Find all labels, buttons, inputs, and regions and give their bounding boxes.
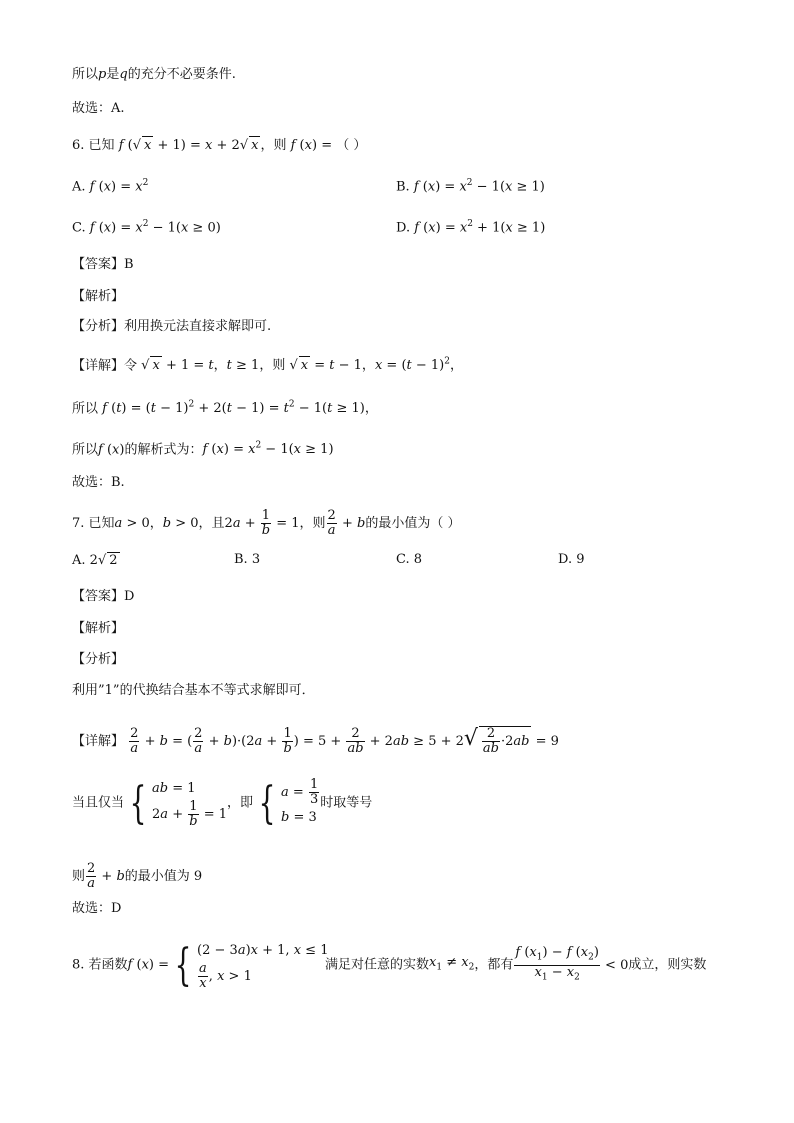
option-b: B. f $(x) = x^2 - 1(x \ge 1)$ (396, 178, 545, 195)
text: 6. 已知 (72, 138, 115, 153)
formula: √ x + 1 = t，t ≥ 1，则 √ x = t − 1，$x = (t - 1)^2$， (141, 357, 463, 374)
text: 成立，则实数 (628, 957, 707, 973)
formula: 2a + $\frac{1}{b}$ = 1 (224, 508, 300, 538)
text: ，即 (227, 795, 254, 811)
label: D. (396, 220, 411, 236)
question-8 (72, 940, 706, 991)
text: 利用换元法直接求解即可. (124, 319, 272, 334)
question-6 (72, 136, 366, 155)
detail-line (72, 726, 559, 756)
fenxi-tag: 【分析】 (72, 652, 125, 667)
var: p (98, 67, 107, 82)
option-b: B. 3 (234, 552, 261, 567)
brace-icon: { (129, 777, 147, 829)
option-d: D. 9 (558, 552, 585, 567)
formula: f $(t) = (t - 1)^2 + 2(t - 1) = t^2 - 1(t \ge 1)$， (102, 400, 378, 417)
text: 满足对任意的实数 (325, 957, 430, 973)
text: 令 (124, 358, 138, 374)
result-line (72, 437, 334, 459)
label: A. (72, 179, 86, 195)
piecewise-function: (2 − 3a)x + 1, x ≤ 1 $\frac{a}{x}$ , x > 1 (197, 943, 329, 991)
answer-tag: 【答案】 (72, 257, 125, 272)
text: 的最小值为 9 (124, 869, 203, 884)
choose-line: 故选：A. (72, 101, 125, 116)
detail-tag: 【详解】 (72, 734, 125, 749)
text: 的解析式为： (124, 442, 203, 458)
condition-line (72, 778, 372, 829)
formula: $\frac{f (x_1) - f (x_2)}{x_1 - x_2}$ < 0 (515, 945, 629, 983)
formula: $\frac{2}{a}$ + b = ( $\frac{2}{a}$ + b)·(2a + $\frac{1}{b}$ ) = 5 + $\frac{2}{ab}$ + 2ab ≥ 5 + 2√ $\frac{2}{ab}$ ·2ab = 9 (130, 726, 559, 756)
analysis-tag: 【解析】 (72, 289, 125, 304)
text: ，都有 (474, 957, 514, 973)
option-c: C. 8 (396, 552, 423, 567)
text: 所以 (72, 67, 99, 82)
equation-system: ab = 1 2a + $\frac{1}{b}$ = 1 (152, 781, 227, 829)
detail-tag: 【详解】 (72, 358, 125, 374)
fenxi-text: 利用”1”的代换结合基本不等式求解即可． (72, 683, 315, 698)
brace-icon: { (258, 777, 276, 829)
text: 的最小值为（ ） (365, 516, 461, 531)
option-d: D. f $(x) = x^2 + 1(x \ge 1)$ (396, 219, 546, 236)
var: q (119, 67, 128, 82)
formula: f (x) (98, 442, 125, 458)
label: C. (72, 220, 86, 236)
brace-icon: { (174, 939, 192, 991)
text: ，则 (260, 138, 287, 153)
formula: f $(x) = x^2 - 1(x \ge 1)$ (202, 441, 334, 458)
label: A. (72, 553, 86, 568)
text: 8. 若函数 (72, 957, 128, 973)
formula: a > 0，b > 0 (114, 516, 199, 531)
formula: $\frac{2}{a}$ + b (87, 861, 125, 891)
text-line (72, 66, 236, 84)
answer: D (124, 589, 135, 604)
text: ，则 (299, 516, 326, 531)
text: 所以 (72, 442, 99, 458)
equation-system: a = $\frac{1}{3}$ b = 3 (281, 777, 319, 825)
fenxi-tag: 【分析】 (72, 319, 125, 334)
choose-line: 故选：D (72, 901, 122, 916)
text: 则 (72, 869, 86, 884)
formula: f (x) = (127, 957, 170, 973)
text: （ ） (336, 138, 367, 153)
text: 所以 (72, 401, 99, 417)
formula: f (√ x + 1) = x + 2√ x (118, 138, 259, 153)
min-line (72, 862, 202, 891)
formula: $\frac{2}{a}$ + b (327, 508, 366, 538)
option-a: A. 2√ 2 (72, 553, 118, 568)
answer-line (72, 588, 134, 606)
text: 的充分不必要条件. (127, 67, 236, 82)
text: 7. 已知 (72, 516, 115, 531)
text: 当且仅当 (72, 795, 125, 811)
detail-line (72, 353, 463, 375)
question-7 (72, 509, 460, 538)
answer: B (124, 257, 134, 272)
choose-line: 故选：B. (72, 475, 125, 490)
answer-line (72, 256, 134, 274)
option-c: C. f $(x) = x^2 - 1(x \ge 0)$ (72, 219, 221, 236)
formula: f (x) = (290, 138, 333, 153)
text: 时取等号 (320, 795, 373, 811)
label: B. (396, 179, 410, 195)
analysis-tag: 【解析】 (72, 621, 125, 636)
formula: $x_1 \ne x_2$ (429, 955, 475, 973)
answer-tag: 【答案】 (72, 589, 125, 604)
option-a: A. f $(x) = x^2$ (72, 178, 149, 195)
fenxi-line (72, 318, 271, 336)
derivation-line (72, 396, 378, 418)
text: ，且 (198, 516, 225, 531)
text: 是 (106, 67, 120, 82)
